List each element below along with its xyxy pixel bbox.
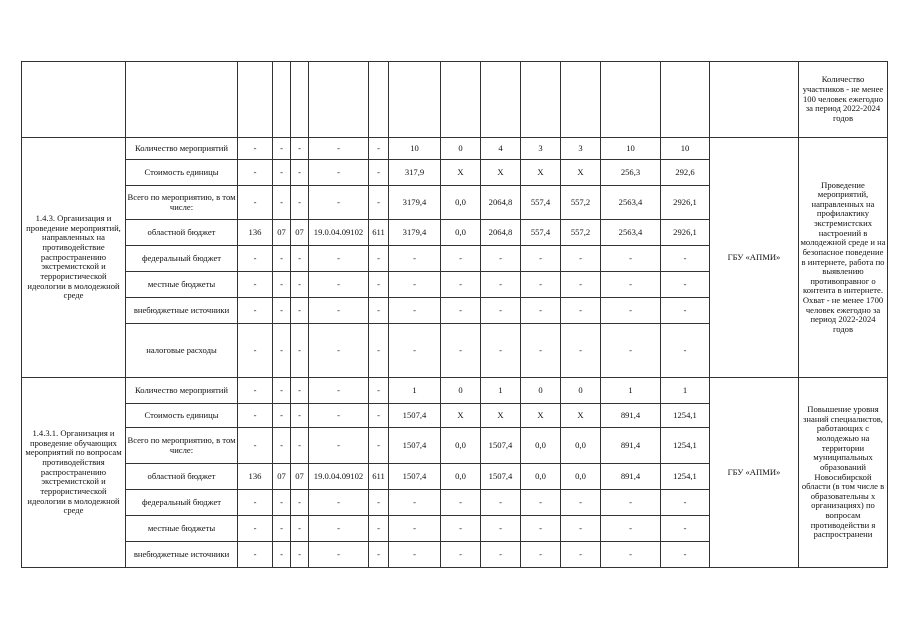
value-cell: 256,3 xyxy=(601,160,661,186)
row-label-cell: Стоимость единицы xyxy=(126,404,238,428)
value-cell: - xyxy=(273,298,291,324)
value-cell: 0,0 xyxy=(561,464,601,490)
value-cell: 1507,4 xyxy=(389,464,441,490)
value-cell: - xyxy=(291,516,309,542)
row-label-cell: федеральный бюджет xyxy=(126,490,238,516)
value-cell: 2563,4 xyxy=(601,220,661,246)
value-cell: 1 xyxy=(481,378,521,404)
measure-name-cell: 1.4.3.1. Организация и проведение обучающих мероприятий по вопросам противодействия распространению экстремистской и террористической идеологии в молодежной среде xyxy=(22,378,126,568)
value-cell: - xyxy=(273,428,291,464)
value-cell: - xyxy=(661,516,710,542)
table-body xyxy=(22,62,888,568)
row-label-cell: внебюджетные источники xyxy=(126,542,238,568)
value-cell: - xyxy=(561,490,601,516)
value-cell: - xyxy=(521,246,561,272)
value-cell: - xyxy=(309,404,369,428)
value-cell: - xyxy=(273,404,291,428)
value-cell: 2064,8 xyxy=(481,186,521,220)
value-cell: 557,4 xyxy=(521,220,561,246)
value-cell: - xyxy=(481,490,521,516)
value-cell: 1254,1 xyxy=(661,404,710,428)
value-cell: 557,2 xyxy=(561,220,601,246)
value-cell: - xyxy=(369,160,389,186)
value-cell: - xyxy=(273,324,291,378)
value-cell: - xyxy=(441,542,481,568)
value-cell: - xyxy=(369,246,389,272)
value-cell: - xyxy=(291,272,309,298)
value-cell: - xyxy=(601,324,661,378)
value-cell: - xyxy=(561,516,601,542)
value-cell: 0,0 xyxy=(441,220,481,246)
value-cell: - xyxy=(389,324,441,378)
value-cell: - xyxy=(441,298,481,324)
value-cell: - xyxy=(389,246,441,272)
result-cell: Проведение мероприятий, направленных на профилактику экстремистских настроений в молодежной среде и на безопасное поведение в интернете, работа по выявлению противоправног о контента в интернете. Охват - не менее 1700 человек ежегодно за период 2022-2024 годов xyxy=(799,138,888,378)
value-cell: - xyxy=(309,298,369,324)
row-label-cell: федеральный бюджет xyxy=(126,246,238,272)
value-cell: - xyxy=(481,542,521,568)
value-cell: - xyxy=(661,542,710,568)
value-cell: 1507,4 xyxy=(481,428,521,464)
row-label-cell: налоговые расходы xyxy=(126,324,238,378)
measure-name-cell: 1.4.3. Организация и проведение мероприятий, направленных на противодействие распространению экстремистской и террористической идеологии в молодежной среде xyxy=(22,138,126,378)
value-cell: 0,0 xyxy=(441,464,481,490)
value-cell: - xyxy=(601,272,661,298)
value-cell: - xyxy=(661,298,710,324)
value-cell: - xyxy=(309,516,369,542)
value-cell: - xyxy=(309,186,369,220)
value-cell: - xyxy=(389,272,441,298)
value-cell: - xyxy=(369,428,389,464)
value-cell: - xyxy=(601,516,661,542)
row-label-cell: местные бюджеты xyxy=(126,272,238,298)
value-cell: X xyxy=(561,160,601,186)
value-cell: - xyxy=(441,246,481,272)
value-cell: - xyxy=(481,516,521,542)
value-cell: 1 xyxy=(661,378,710,404)
value-cell: - xyxy=(291,428,309,464)
value-cell: X xyxy=(441,404,481,428)
row-label-cell: Всего по мероприятию, в том числе: xyxy=(126,428,238,464)
value-cell: - xyxy=(369,272,389,298)
value-cell: - xyxy=(389,298,441,324)
value-cell: - xyxy=(238,404,273,428)
value-cell: 0,0 xyxy=(521,428,561,464)
result-cell: Количество участников - не менее 100 человек ежегодно за период 2022-2024 годов xyxy=(799,62,888,138)
value-cell: X xyxy=(521,160,561,186)
value-cell: 0,0 xyxy=(441,428,481,464)
value-cell: - xyxy=(441,272,481,298)
value-cell: 2064,8 xyxy=(481,220,521,246)
value-cell: - xyxy=(441,324,481,378)
value-cell: 891,4 xyxy=(601,464,661,490)
value-cell: 3 xyxy=(521,138,561,160)
value-cell: - xyxy=(309,272,369,298)
value-cell: 292,6 xyxy=(661,160,710,186)
value-cell: 0,0 xyxy=(441,186,481,220)
value-cell: - xyxy=(369,404,389,428)
value-cell: - xyxy=(291,298,309,324)
value-cell: X xyxy=(481,160,521,186)
value-cell: 1 xyxy=(601,378,661,404)
value-cell: 07 xyxy=(273,220,291,246)
value-cell: 3179,4 xyxy=(389,186,441,220)
value-cell: - xyxy=(291,324,309,378)
value-cell: - xyxy=(238,246,273,272)
value-cell: - xyxy=(481,298,521,324)
value-cell: - xyxy=(601,490,661,516)
value-cell: - xyxy=(389,542,441,568)
value-cell: - xyxy=(661,272,710,298)
value-cell: - xyxy=(369,298,389,324)
value-cell: 1507,4 xyxy=(481,464,521,490)
value-cell: 136 xyxy=(238,464,273,490)
value-cell: - xyxy=(521,490,561,516)
value-cell: - xyxy=(273,246,291,272)
value-cell: - xyxy=(369,138,389,160)
value-cell: - xyxy=(561,542,601,568)
value-cell: 0,0 xyxy=(561,428,601,464)
value-cell: 2563,4 xyxy=(601,186,661,220)
value-cell: - xyxy=(238,428,273,464)
value-cell: 3 xyxy=(561,138,601,160)
value-cell: 891,4 xyxy=(601,428,661,464)
value-cell: - xyxy=(601,246,661,272)
value-cell: 10 xyxy=(601,138,661,160)
value-cell: 136 xyxy=(238,220,273,246)
value-cell: - xyxy=(273,160,291,186)
value-cell: - xyxy=(661,490,710,516)
row-label-cell: областной бюджет xyxy=(126,220,238,246)
value-cell: - xyxy=(291,542,309,568)
value-cell: - xyxy=(661,324,710,378)
value-cell: 611 xyxy=(369,220,389,246)
result-cell: Повышение уровня знаний специалистов, работающих с молодежью на территории муниципальных образований Новосибирской области (в том числе в образовательны х организациях) по вопросам противодействи я распространени xyxy=(799,378,888,568)
value-cell: - xyxy=(273,490,291,516)
value-cell: - xyxy=(521,272,561,298)
value-cell: - xyxy=(291,138,309,160)
value-cell: - xyxy=(238,186,273,220)
value-cell: 557,2 xyxy=(561,186,601,220)
value-cell: 0 xyxy=(561,378,601,404)
value-cell: - xyxy=(481,246,521,272)
value-cell: 317,9 xyxy=(389,160,441,186)
row-label-cell: областной бюджет xyxy=(126,464,238,490)
value-cell: - xyxy=(238,542,273,568)
value-cell: - xyxy=(309,246,369,272)
value-cell: 611 xyxy=(369,464,389,490)
value-cell: 0 xyxy=(521,378,561,404)
value-cell: - xyxy=(369,490,389,516)
value-cell: - xyxy=(521,298,561,324)
value-cell: - xyxy=(238,138,273,160)
value-cell: X xyxy=(521,404,561,428)
executor-cell: ГБУ «АПМИ» xyxy=(710,138,799,378)
row-label-cell: Стоимость единицы xyxy=(126,160,238,186)
value-cell: - xyxy=(561,324,601,378)
value-cell: - xyxy=(561,298,601,324)
value-cell: X xyxy=(441,160,481,186)
value-cell: - xyxy=(291,246,309,272)
value-cell: - xyxy=(441,516,481,542)
value-cell: - xyxy=(389,490,441,516)
value-cell: - xyxy=(369,324,389,378)
value-cell: - xyxy=(601,298,661,324)
value-cell: - xyxy=(291,490,309,516)
value-cell: 1507,4 xyxy=(389,404,441,428)
value-cell: - xyxy=(238,160,273,186)
value-cell: - xyxy=(291,186,309,220)
value-cell: 0,0 xyxy=(521,464,561,490)
value-cell: - xyxy=(521,324,561,378)
row-label-cell: внебюджетные источники xyxy=(126,298,238,324)
value-cell: - xyxy=(238,516,273,542)
value-cell: - xyxy=(309,490,369,516)
value-cell: - xyxy=(309,428,369,464)
value-cell: - xyxy=(661,246,710,272)
value-cell: 1254,1 xyxy=(661,464,710,490)
value-cell: 10 xyxy=(389,138,441,160)
value-cell: 2926,1 xyxy=(661,220,710,246)
value-cell: - xyxy=(238,490,273,516)
value-cell: - xyxy=(273,272,291,298)
value-cell: 19.0.04.09102 xyxy=(309,220,369,246)
value-cell: - xyxy=(561,272,601,298)
value-cell: - xyxy=(369,186,389,220)
program-table xyxy=(21,61,888,568)
value-cell: - xyxy=(521,516,561,542)
value-cell: - xyxy=(561,246,601,272)
table-row xyxy=(22,378,888,404)
value-cell: - xyxy=(238,324,273,378)
value-cell: 07 xyxy=(291,220,309,246)
value-cell: - xyxy=(481,324,521,378)
value-cell: 10 xyxy=(661,138,710,160)
value-cell: - xyxy=(238,298,273,324)
value-cell: - xyxy=(441,490,481,516)
value-cell: X xyxy=(481,404,521,428)
value-cell: - xyxy=(389,516,441,542)
value-cell: 19.0.04.09102 xyxy=(309,464,369,490)
value-cell: - xyxy=(273,138,291,160)
value-cell: 4 xyxy=(481,138,521,160)
value-cell: 0 xyxy=(441,138,481,160)
value-cell: 1 xyxy=(389,378,441,404)
value-cell: - xyxy=(481,272,521,298)
value-cell: - xyxy=(238,378,273,404)
value-cell: - xyxy=(601,542,661,568)
value-cell: 07 xyxy=(273,464,291,490)
value-cell: - xyxy=(291,160,309,186)
value-cell: 1254,1 xyxy=(661,428,710,464)
row-label-cell: Количество мероприятий xyxy=(126,138,238,160)
value-cell: - xyxy=(273,516,291,542)
value-cell: - xyxy=(521,542,561,568)
value-cell: - xyxy=(369,542,389,568)
value-cell: 557,4 xyxy=(521,186,561,220)
table-row xyxy=(22,138,888,160)
row-label-cell: Количество мероприятий xyxy=(126,378,238,404)
header-row xyxy=(22,62,888,138)
value-cell: - xyxy=(273,378,291,404)
value-cell: - xyxy=(238,272,273,298)
value-cell: - xyxy=(291,404,309,428)
value-cell: X xyxy=(561,404,601,428)
value-cell: 2926,1 xyxy=(661,186,710,220)
value-cell: 0 xyxy=(441,378,481,404)
value-cell: - xyxy=(369,378,389,404)
value-cell: - xyxy=(273,186,291,220)
value-cell: - xyxy=(309,160,369,186)
value-cell: - xyxy=(309,324,369,378)
value-cell: 3179,4 xyxy=(389,220,441,246)
value-cell: - xyxy=(273,542,291,568)
value-cell: - xyxy=(369,516,389,542)
value-cell: - xyxy=(309,542,369,568)
value-cell: 07 xyxy=(291,464,309,490)
value-cell: - xyxy=(309,138,369,160)
value-cell: 1507,4 xyxy=(389,428,441,464)
row-label-cell: Всего по мероприятию, в том числе: xyxy=(126,186,238,220)
value-cell: - xyxy=(309,378,369,404)
value-cell: - xyxy=(291,378,309,404)
value-cell: 891,4 xyxy=(601,404,661,428)
executor-cell: ГБУ «АПМИ» xyxy=(710,378,799,568)
row-label-cell: местные бюджеты xyxy=(126,516,238,542)
